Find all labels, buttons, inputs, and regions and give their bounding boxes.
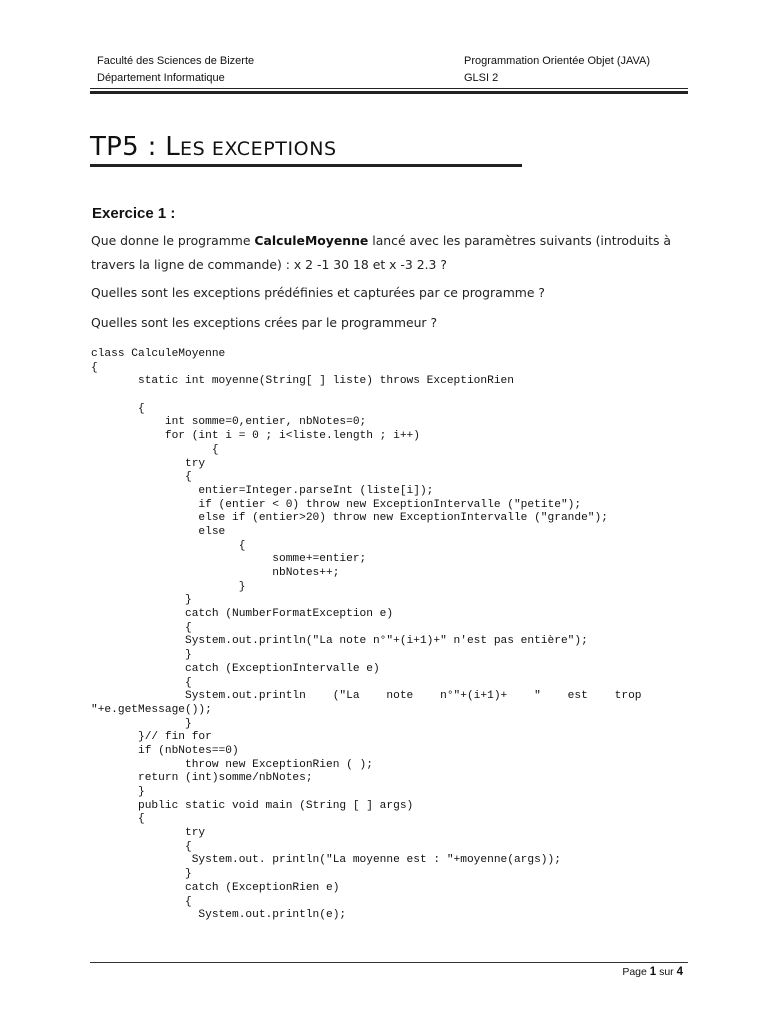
code-line: somme+=entier; xyxy=(91,553,367,566)
code-line: }// fin for xyxy=(91,731,212,744)
code-line: if (nbNotes==0) xyxy=(91,744,239,757)
page-footer xyxy=(622,966,683,978)
code-line: { xyxy=(91,621,192,634)
code-line: } xyxy=(91,786,145,798)
code-line: { xyxy=(91,361,98,374)
code-line: { xyxy=(91,402,145,415)
code-line: class CalculeMoyenne xyxy=(91,348,226,360)
code-line: { xyxy=(91,471,192,484)
code-line: throw new ExceptionRien ( ); xyxy=(91,758,373,771)
page-number: 1 xyxy=(649,966,657,978)
question-2: Quelles sont les exceptions prédéfinies et capturées par ce programme ? xyxy=(91,285,545,300)
title-prefix: TP5 : L xyxy=(90,132,180,162)
title-underline xyxy=(90,164,522,167)
code-line: try xyxy=(91,827,206,840)
code-listing xyxy=(91,348,679,923)
code-line: for (int i = 0 ; i<liste.length ; i++) xyxy=(91,430,420,443)
program-name: CalculeMoyenne xyxy=(254,233,369,248)
department-name: Département Informatique xyxy=(97,72,225,84)
question-3: Quelles sont les exceptions crées par le programmeur ? xyxy=(91,315,438,330)
code-line: try xyxy=(91,457,206,470)
code-line: System.out. println("La moyenne est : "+moyenne(args)); xyxy=(91,854,561,867)
class-name: GLSI 2 xyxy=(464,72,499,84)
code-line: if (entier < 0) throw new ExceptionIntervalle ("petite"); xyxy=(91,498,582,511)
code-line: public static void main (String [ ] args) xyxy=(91,799,414,812)
footer-divider xyxy=(90,962,688,963)
code-line: { xyxy=(91,676,192,689)
code-line: int somme=0,entier, nbNotes=0; xyxy=(91,416,367,429)
page-label: Page xyxy=(622,966,650,978)
code-line: { xyxy=(91,840,192,853)
course-name: Programmation Orientée Objet (JAVA) xyxy=(464,55,651,67)
code-line: else xyxy=(91,525,226,538)
code-line: } xyxy=(91,649,192,662)
header-right xyxy=(464,53,650,87)
code-line: { xyxy=(91,539,246,552)
page-total: 4 xyxy=(676,966,683,978)
question-1-text-b: lancé avec les paramètres suivants (introduits à travers la ligne de commande) : x 2 -1 30 18 et x -3 2.3 ? xyxy=(91,233,671,272)
code-line: System.out.println(e); xyxy=(91,909,347,922)
code-line: { xyxy=(91,443,219,456)
question-1-text-a: Que donne le programme xyxy=(91,233,255,248)
code-line: entier=Integer.parseInt (liste[i]); xyxy=(91,484,434,497)
header-divider-thick xyxy=(90,91,688,94)
code-line: else if (entier>20) throw new ExceptionIntervalle ("grande"); xyxy=(91,512,608,525)
sur-label: sur xyxy=(656,966,677,978)
code-line: } xyxy=(91,580,246,593)
code-line: static int moyenne(String[ ] liste) throws ExceptionRien xyxy=(91,375,514,388)
code-line xyxy=(91,389,679,403)
code-line: catch (NumberFormatException e) xyxy=(91,608,394,621)
code-line: } xyxy=(91,717,192,730)
question-1 xyxy=(91,229,691,277)
code-line: } xyxy=(91,594,192,607)
code-line: nbNotes++; xyxy=(91,567,340,579)
code-line: catch (ExceptionRien e) xyxy=(91,881,340,894)
title-smallcaps: ES EXCEPTIONS xyxy=(179,138,337,160)
code-line: { xyxy=(91,895,192,908)
exercise-heading: Exercice 1 : xyxy=(92,205,176,222)
code-line: System.out.println("La note n°"+(i+1)+" n'est pas entière"); xyxy=(91,635,588,648)
header-divider-thin xyxy=(90,88,688,89)
page-title xyxy=(90,132,337,162)
code-line: { xyxy=(91,813,145,826)
code-line: } xyxy=(91,868,192,881)
code-line: catch (ExceptionIntervalle e) xyxy=(91,662,380,675)
faculty-name: Faculté des Sciences de Bizerte xyxy=(97,55,255,67)
header-left xyxy=(97,53,254,87)
code-line: System.out.println ("La note n°"+(i+1)+ " est trop xyxy=(91,690,642,703)
code-line: return (int)somme/nbNotes; xyxy=(91,772,313,785)
code-line: "+e.getMessage()); xyxy=(91,703,212,716)
